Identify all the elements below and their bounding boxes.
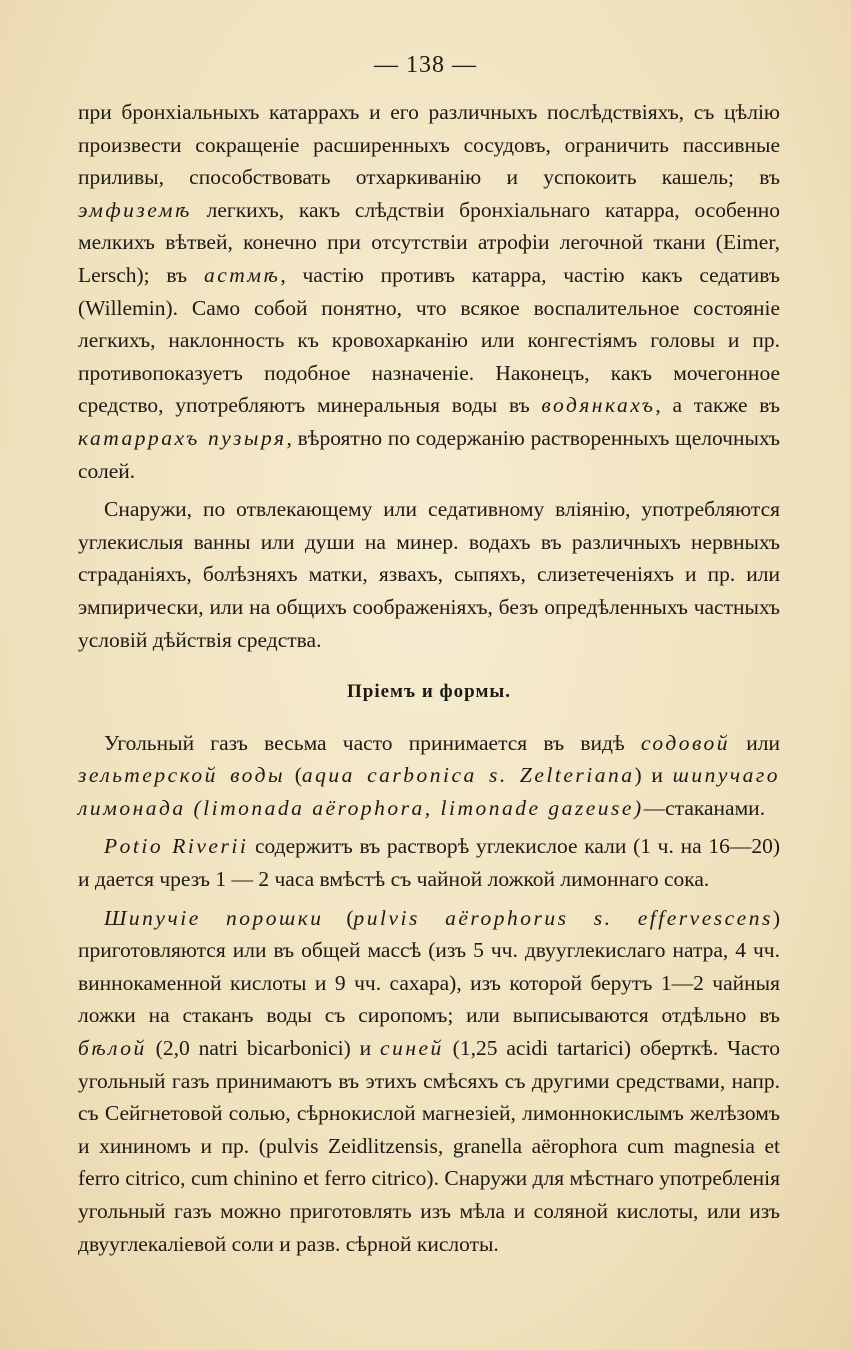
- text-run: , вѣроятно по содержанію растворенныхъ щелочныхъ солей.: [78, 425, 780, 483]
- text-run: (2,0 natri bicarbonici) и: [146, 1036, 381, 1061]
- text-run: Пріемъ и формы.: [347, 681, 511, 703]
- spaced-emphasis: зельтерской воды: [78, 763, 286, 788]
- spaced-emphasis: катаррахъ пузыря: [78, 425, 287, 450]
- text-run: , а также въ: [655, 393, 780, 418]
- spaced-emphasis: содовой: [640, 730, 731, 755]
- spaced-emphasis: aqua carbonica s. Zelteriana: [301, 763, 635, 788]
- paragraph: [78, 493, 780, 656]
- text-run: содержитъ въ растворѣ углекислое кали (1 ч. на 16—20) и дается чрезъ 1 — 2 часа вмѣстѣ съ чайной ложкой лимоннаго сока.: [78, 834, 780, 892]
- spaced-emphasis: синей: [380, 1036, 444, 1061]
- text-run: ) и: [634, 763, 673, 788]
- text-run: при бронхіальныхъ катаррахъ и его различныхъ послѣдствіяхъ, съ цѣлію произвести сокращеніе расширенныхъ сосудовъ, ограничить пассивные приливы, способствовать отхаркиванію и успокоить кашель; въ: [78, 100, 780, 190]
- page-number: — 138 —: [374, 52, 477, 78]
- section-heading: [78, 676, 780, 709]
- text-run: (: [285, 763, 302, 788]
- text-run: (1,25 acidi tartarici) оберткѣ. Часто угольный газъ принимаютъ въ этихъ смѣсяхъ съ другими средствами, напр. съ Сейгнетовой солью, сѣрнокислой магнезіей, лимоннокислымъ желѣзомъ и хининомъ и пр. (pulvis Zeidlitzensis, granella aёrophora cum magnesia et ferro citrico, cum chinino et ferro citrico). Снаружи для мѣстнаго употребленія угольный газъ можно приготовлять изъ мѣла и соляной кислоты, или изъ двууглекаліевой соли и разв. сѣрной кислоты.: [78, 1036, 781, 1256]
- text-run: ) приготовляются или въ общей массѣ (изъ 5 чч. двууглекислаго натра, 4 чч. виннокаменной кислоты и 9 чч. сахара), изъ которой берутъ 1—2 чайныя ложки на стаканъ воды съ сиропомъ; или выписываются отдѣльно въ: [78, 905, 780, 1028]
- text-run: , частію противъ катарра, частію какъ седативъ (Willemin). Само собой понятно, что всякое воспалительное состояніе легкихъ, наклонность къ кровохарканію или конгестіямъ головы и пр. противопоказуетъ подобное назначеніе. Наконецъ, какъ мочегонное средство, употребляютъ минеральныя воды въ: [78, 262, 780, 418]
- spaced-emphasis: водянкахъ: [541, 393, 656, 418]
- spaced-emphasis: бѣлой: [78, 1036, 147, 1061]
- spaced-emphasis: астмѣ: [203, 262, 281, 287]
- text-run: —стаканами.: [643, 795, 766, 820]
- text-run: или: [730, 730, 780, 755]
- text-run: (: [323, 905, 354, 930]
- paragraph: [78, 830, 780, 895]
- text-run: Угольный газъ весьма часто принимается въ видѣ: [104, 730, 641, 755]
- paragraph: [78, 902, 780, 1261]
- page-body: [78, 96, 780, 1266]
- text-run: легкихъ, какъ слѣдствіи бронхіальнаго катарра, особенно мелкихъ вѣтвей, конечно при отсутствіи атрофіи легочной ткани (Eimer, Lersch); въ: [78, 197, 780, 287]
- paragraph: [78, 727, 780, 825]
- spaced-emphasis: шипучаго лимонада (limonada aёrophora, limonade gazeuse): [78, 763, 781, 820]
- text-run: Снаружи, по отвлекающему или седативному вліянію, употребляются углекислыя ванны или души на минер. водахъ въ различныхъ нервныхъ страданіяхъ, болѣзняхъ матки, язвахъ, сыпяхъ, слизетеченіяхъ и пр. или эмпирически, или на общихъ соображеніяхъ, безъ опредѣленныхъ частныхъ условій дѣйствія средства.: [78, 497, 780, 652]
- spaced-emphasis: pulvis aёrophorus s. effervescens: [353, 905, 773, 930]
- paragraph: [78, 96, 780, 487]
- spaced-emphasis: Potio Riverii: [104, 834, 249, 859]
- spaced-emphasis: Шипучіе порошки: [104, 905, 324, 930]
- spaced-emphasis: эмфиземѣ: [78, 197, 192, 222]
